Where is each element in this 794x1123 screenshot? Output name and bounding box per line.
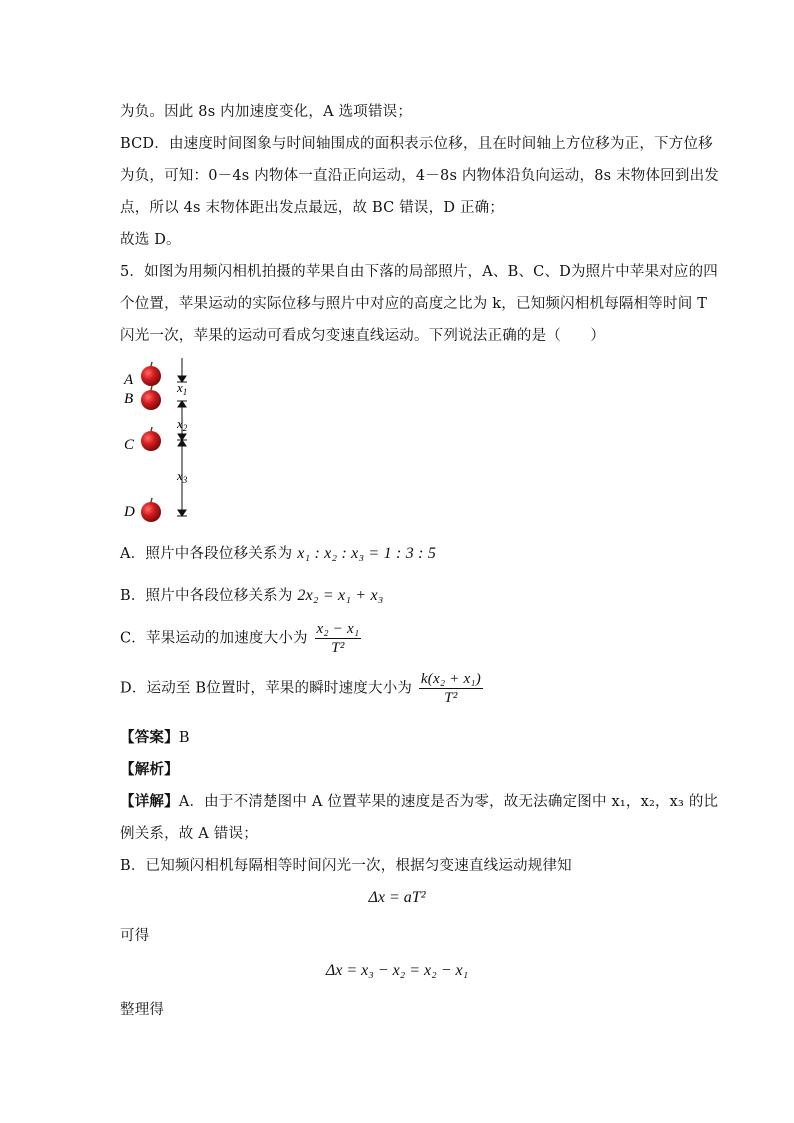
answer-line xyxy=(120,728,190,748)
detail-line: B．已知频闪相机每隔相等时间闪光一次，根据匀变速直线运动规律知 xyxy=(120,858,572,874)
point-label-b: B xyxy=(124,391,134,407)
fraction-numerator: k(x₂ + x₁) xyxy=(420,671,481,687)
option-d-fraction xyxy=(419,670,483,707)
apple-figure xyxy=(116,352,216,528)
answer-label: 【答案】 xyxy=(120,729,179,746)
option-c-fraction xyxy=(315,620,362,657)
equation-2: Δx = x₃ − x₂ = x₂ − x₁ xyxy=(325,962,469,979)
detail-label: 【详解】 xyxy=(120,793,179,810)
apple-d-icon xyxy=(141,498,161,522)
fraction-denominator: T² xyxy=(331,640,345,656)
text-line: 为负，可知：0－4s 内物体一直沿正向运动，4－8s 内物体沿负向运动，8s 末物体回到出发 xyxy=(120,168,719,184)
option-d-text: D．运动至 B位置时，苹果的瞬时速度大小为 xyxy=(120,680,413,697)
option-b-formula: 2x₂ = x₁ + x₃ xyxy=(297,587,384,604)
option-c xyxy=(120,620,361,657)
text-line: 可得 xyxy=(120,928,150,944)
detail-line: 例关系，故 A 错误； xyxy=(120,826,258,842)
text-line: 整理得 xyxy=(120,1002,165,1018)
detail-text: A．由于不清楚图中 A 位置苹果的速度是否为零，故无法确定图中 x₁，x₂，x₃ 的比 xyxy=(178,794,719,810)
text-line: 为负。因此 8s 内加速度变化，A 选项错误； xyxy=(120,104,413,120)
segment-label-x1: $x_1$ xyxy=(177,380,188,397)
text-line: BCD．由速度时间图象与时间轴围成的面积表示位移，且在时间轴上方位移为正，下方位移 xyxy=(120,136,713,152)
question-5-line: 闪光一次，苹果的运动可看成匀变速直线运动。下列说法正确的是（ ） xyxy=(120,328,606,344)
text-line: 点，所以 4s 末物体距出发点最远，故 BC 错误，D 正确； xyxy=(120,200,505,216)
option-c-text: C．苹果运动的加速度大小为 xyxy=(120,630,308,647)
segment-label-x2: $x_2$ xyxy=(177,416,188,433)
option-d xyxy=(120,670,483,707)
text-line: 故选 D。 xyxy=(120,232,181,248)
detail-line xyxy=(120,792,718,812)
option-a xyxy=(120,544,436,564)
option-a-text: A．照片中各段位移关系为 xyxy=(120,546,293,562)
fraction-numerator: x₂ − x₁ xyxy=(316,621,360,637)
fraction-denominator: T² xyxy=(444,690,458,706)
option-b-text: B．照片中各段位移关系为 xyxy=(120,588,293,604)
apple-b-icon xyxy=(141,386,161,410)
apple-c-icon xyxy=(141,427,161,451)
point-label-c: C xyxy=(124,437,135,453)
point-label-a: A xyxy=(124,372,134,388)
segment-label-x3: $x_3$ xyxy=(177,468,188,485)
answer-value: B xyxy=(178,730,190,746)
apple-a-icon xyxy=(141,362,161,386)
question-5-line: 5．如图为用频闪相机拍摄的苹果自由下落的局部照片，A、B、C、D为照片中苹果对应的四 xyxy=(120,264,718,280)
question-5-line: 个位置，苹果运动的实际位移与照片中对应的高度之比为 k，已知频闪相机每隔相等时间 T xyxy=(120,296,708,312)
analysis-label: 【解析】 xyxy=(120,761,179,778)
option-b xyxy=(120,586,384,606)
point-label-d: D xyxy=(124,504,135,520)
option-a-formula: x₁ : x₂ : x₃ = 1 : 3 : 5 xyxy=(297,545,437,562)
equation-1: Δx = aT² xyxy=(368,889,426,906)
